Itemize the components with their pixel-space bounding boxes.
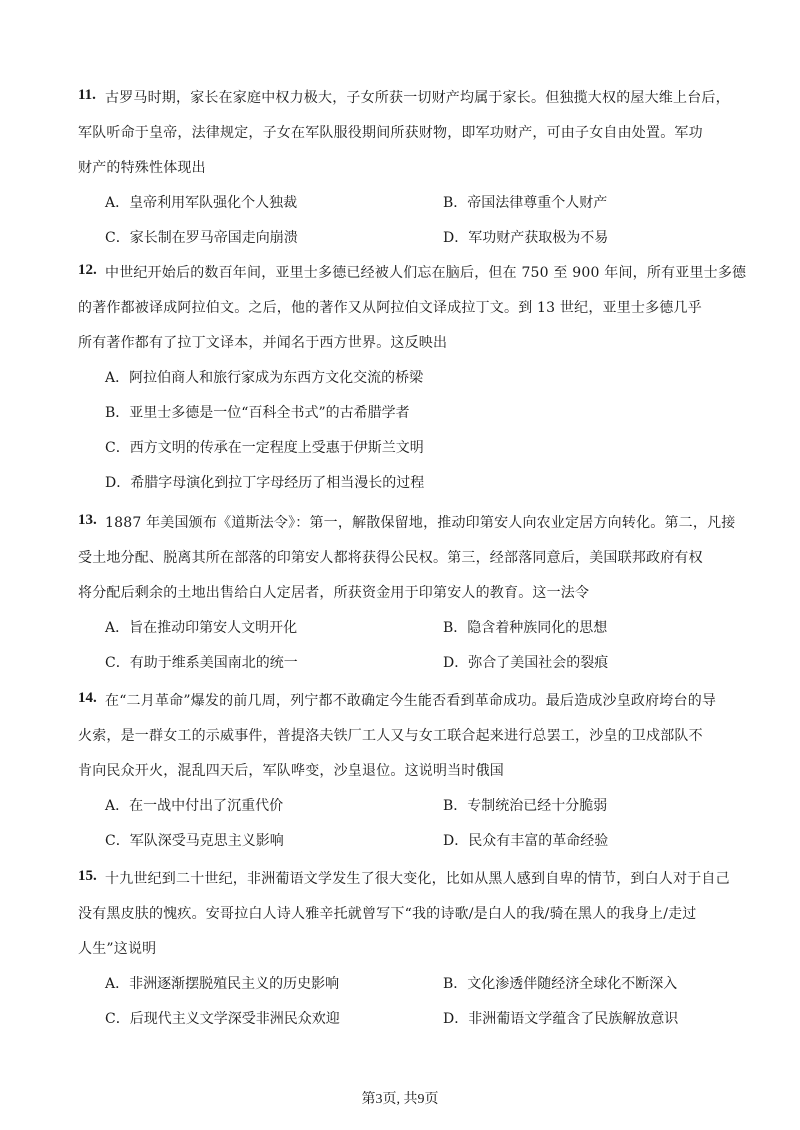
question-number: 11.	[78, 87, 96, 103]
question-stem-line: 的著作都被译成阿拉伯文。之后，他的著作又从阿拉伯文译成拉丁文。到 13 世纪，亚里士多德几乎	[78, 300, 702, 316]
question-stem-line: 没有黑皮肤的愧疚。安哥拉白人诗人雅辛托就曾写下“我的诗歌/是白人的我/骑在黑人的我身上/走过	[78, 906, 697, 922]
question-stem-line: 所有著作都有了拉丁文译本，并闻名于西方世界。这反映出	[78, 335, 448, 351]
option-c: C．西方文明的传承在一定程度上受惠于伊斯兰文明	[105, 440, 424, 456]
question-stem-line: 人生”这说明	[78, 941, 157, 957]
option-d: D．希腊字母演化到拉丁字母经历了相当漫长的过程	[105, 475, 425, 491]
option-a: A．阿拉伯商人和旅行家成为东西方文化交流的桥梁	[105, 370, 424, 386]
option-a: A．皇帝利用军队强化个人独裁	[105, 195, 298, 211]
question-stem-line: 在“二月革命”爆发的前几周，列宁都不敢确定今生能否看到革命成功。最后造成沙皇政府垮台的导	[105, 693, 717, 709]
question-number: 15.	[78, 868, 97, 884]
question-number: 12.	[78, 262, 97, 278]
option-a: A．旨在推动印第安人文明开化	[105, 620, 298, 636]
option-a: A．在一战中付出了沉重代价	[105, 798, 284, 814]
option-a: A．非洲逐渐摆脱殖民主义的历史影响	[105, 976, 340, 992]
option-b: B．亚里士多德是一位“百科全书式”的古希腊学者	[105, 405, 410, 421]
question-number: 13.	[78, 512, 97, 528]
option-d: D．军功财产获取极为不易	[443, 230, 609, 246]
question-number: 14.	[78, 690, 97, 706]
question-stem-line: 军队听命于皇帝，法律规定，子女在军队服役期间所获财物，即军功财产，可由子女自由处置。军功	[78, 125, 703, 141]
option-d: D．弥合了美国社会的裂痕	[443, 655, 609, 671]
question-stem-line: 将分配后剩余的土地出售给白人定居者，所获资金用于印第安人的教育。这一法令	[78, 585, 590, 601]
option-c: C．军队深受马克思主义影响	[105, 833, 284, 849]
option-b: B．文化渗透伴随经济全球化不断深入	[443, 976, 678, 992]
option-c: C．有助于维系美国南北的统一	[105, 655, 298, 671]
option-b: B．专制统治已经十分脆弱	[443, 798, 608, 814]
option-d: D．民众有丰富的革命经验	[443, 833, 609, 849]
question-stem-line: 肯向民众开火，混乱四天后，军队哗变，沙皇退位。这说明当时俄国	[78, 763, 504, 779]
option-c: C．家长制在罗马帝国走向崩溃	[105, 230, 298, 246]
question-stem-line: 火索，是一群女工的示威事件，普提洛夫铁厂工人又与女工联合起来进行总罢工，沙皇的卫戍部队不	[78, 728, 703, 744]
question-stem-line: 中世纪开始后的数百年间，亚里士多德已经被人们忘在脑后，但在 750 至 900 年间，所有亚里士多德	[105, 265, 747, 281]
question-stem-line: 古罗马时期，家长在家庭中权力极大，子女所获一切财产均属于家长。但独揽大权的屋大维上台后，	[105, 90, 730, 106]
option-b: B．帝国法律尊重个人财产	[443, 195, 608, 211]
question-stem-line: 十九世纪到二十世纪，非洲葡语文学发生了很大变化，比如从黑人感到自卑的情节，到白人对于自己	[105, 871, 730, 887]
option-d: D．非洲葡语文学蕴含了民族解放意识	[443, 1011, 679, 1027]
option-c: C．后现代主义文学深受非洲民众欢迎	[105, 1011, 340, 1027]
question-stem-line: 1887 年美国颁布《道斯法令》：第一，解散保留地，推动印第安人向农业定居方向转化。第二，凡接	[105, 515, 736, 531]
page-footer: 第3页, 共9页	[361, 1092, 439, 1107]
question-stem-line: 财产的特殊性体现出	[78, 160, 206, 176]
question-stem-line: 受土地分配、脱离其所在部落的印第安人都将获得公民权。第三，经部落同意后，美国联邦政府有权	[78, 550, 703, 566]
option-b: B．隐含着种族同化的思想	[443, 620, 608, 636]
